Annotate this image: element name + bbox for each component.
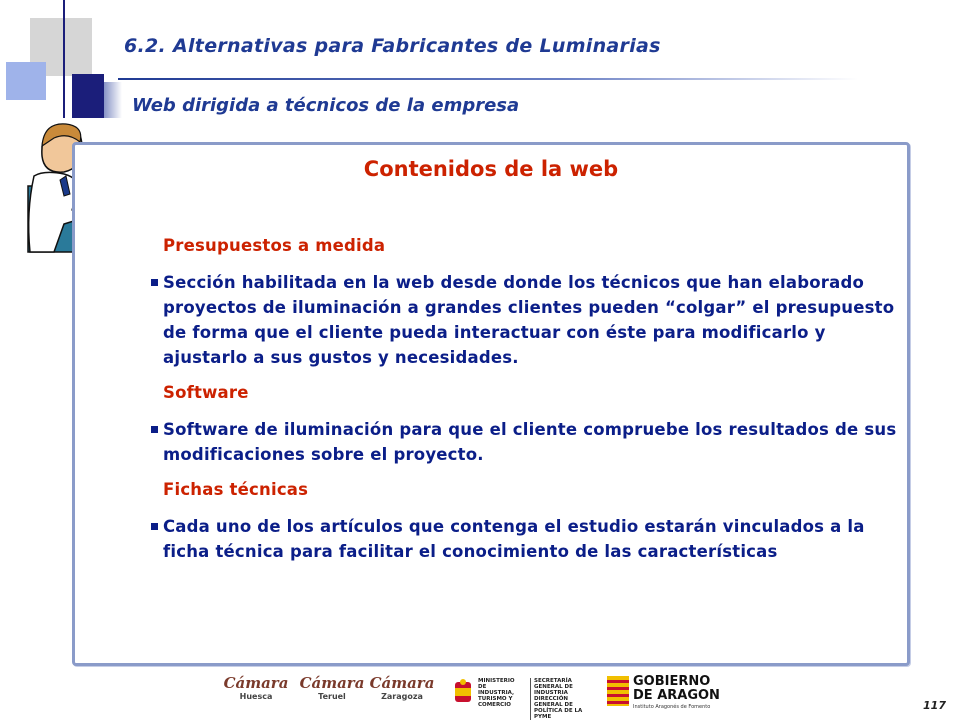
aragon-text (633, 675, 720, 703)
camara-huesca-logo (222, 674, 290, 710)
section-title-presupuestos: Presupuestos a medida (163, 236, 386, 255)
camara-teruel-logo (298, 674, 366, 710)
camara-city: Huesca (239, 692, 273, 701)
aragon-line1: GOBIERNO (633, 674, 711, 689)
aragon-flag-icon (607, 676, 629, 706)
ministerio-logo (452, 676, 592, 720)
panel-content (149, 233, 909, 574)
decor-square-light-blue (6, 62, 46, 100)
camara-city: Zaragoza (381, 692, 423, 701)
section-title-fichas: Fichas técnicas (163, 480, 309, 499)
camara-zaragoza-logo (368, 674, 436, 710)
aragon-institute: Instituto Aragonés de Fomento (633, 704, 711, 710)
ministerio-right-text: SECRETARÍA GENERAL DE INDUSTRIA DIRECCIÓN GENERAL DE POLÍTICA DE LA PYME (530, 678, 596, 720)
gobierno-aragon-logo (607, 674, 727, 710)
slide-subtitle: Web dirigida a técnicos de la empresa (132, 95, 520, 116)
aragon-line2: DE ARAGON (633, 688, 720, 703)
decor-square-navy (72, 74, 104, 118)
title-underline (118, 78, 858, 80)
ministerio-left-text: MINISTERIO DE INDUSTRIA, TURISMO Y COMERCIO (478, 678, 515, 708)
panel-heading: Contenidos de la web (363, 157, 619, 181)
bullet-presupuestos: Sección habilitada en la web desde donde los técnicos que han elaborado proyectos de iluminación a grandes clientes pueden “colgar” el presupuesto de forma que el cliente pueda interactuar con éste para modificarlo y ajustarlo a sus gustos y necesidades. (149, 270, 909, 370)
camara-logo-text: Cámara (369, 674, 435, 692)
camara-city: Teruel (318, 692, 346, 701)
camara-logo-text: Cámara (299, 674, 365, 692)
footer-logos (222, 674, 722, 720)
decor-vertical-line (63, 0, 65, 118)
decor-gradient-bar (104, 82, 122, 118)
section-title-software: Software (163, 383, 249, 402)
spain-coat-of-arms-icon (452, 678, 474, 706)
content-panel (72, 142, 910, 666)
bullet-fichas: Cada uno de los artículos que contenga el estudio estarán vinculados a la ficha técnica para facilitar el conocimiento de las características (149, 514, 909, 564)
camara-logo-text: Cámara (223, 674, 289, 692)
slide-title: 6.2. Alternativas para Fabricantes de Luminarias (124, 35, 661, 57)
bullet-software: Software de iluminación para que el cliente compruebe los resultados de sus modificaciones sobre el proyecto. (149, 417, 909, 467)
page-number: 117 (923, 699, 946, 712)
